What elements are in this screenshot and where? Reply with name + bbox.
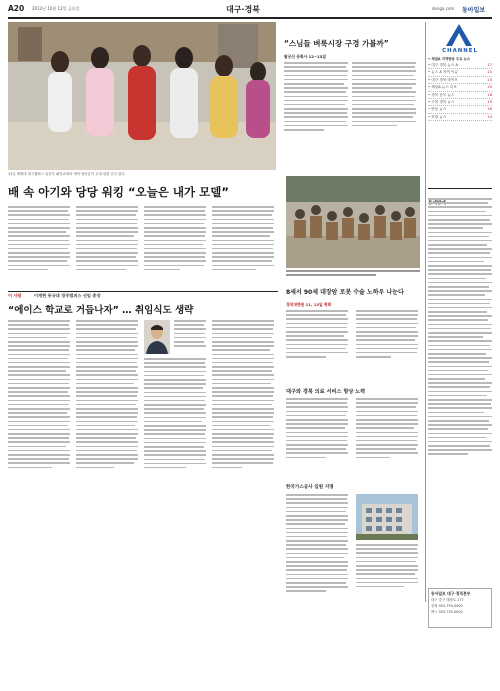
channel-box (428, 22, 492, 140)
channel-logo-icon (444, 22, 474, 48)
dongne-header (428, 188, 492, 197)
main-article-body (8, 206, 278, 286)
school-article-kicker: 이 사람 (8, 293, 22, 298)
contact-line: 대구 중구 태평로 277 (431, 598, 464, 602)
channel-item[interactable]: • 대구 경북 라이브 23 (428, 77, 492, 84)
hospital-article-sub: 경북대병원 11, 13일 학회 (286, 302, 332, 307)
channel-item[interactable]: • 대구 경북 뉴스 A 17 (428, 62, 492, 69)
channel-item[interactable]: • 뉴스 A 지역 이슈 21 (428, 69, 492, 76)
market-article-sub: 팔공산 동화사 12~15일 (284, 54, 327, 59)
school-article-kicker-bar (8, 291, 278, 300)
market-photo (286, 176, 420, 268)
channel-list (428, 62, 492, 121)
school-article-title: “에이스 학교로 거듭나자” … 취임식도 생략 (8, 305, 194, 316)
dongne-list (428, 198, 492, 598)
portrait-photo (144, 320, 170, 354)
site-url: donga.com (432, 6, 455, 11)
school-article-body (8, 320, 278, 520)
sidebar-divider (425, 22, 426, 602)
medical-article-title: 대구와 경북 의료 서비스 향상 노력 (286, 389, 366, 395)
contact-line: 전화 053-755-0000 (431, 604, 463, 608)
header-rule (8, 17, 492, 19)
fashion-show-photo (8, 22, 276, 170)
channel-item[interactable]: • 경북 동부 뉴스 18 (428, 92, 492, 99)
market-article-title: “스님들 벼룩시장 구경 가볼까” (284, 39, 389, 48)
medical-article-body (286, 398, 420, 478)
contact-box (428, 588, 492, 628)
channel-item[interactable]: • 채널A 뉴스 특보 25 (428, 84, 492, 91)
contact-line: 팩스 053-755-0000 (431, 610, 463, 614)
hospital-article-body (286, 310, 420, 380)
channel-subtitle: • 채널A 지역방송 주요 뉴스 (428, 57, 471, 61)
market-article-body-2 (352, 62, 416, 170)
gas-article-body (286, 494, 420, 594)
gas-article-sub: 한국가스공사 임원 지명 (286, 485, 334, 490)
page-number: A20 (8, 4, 25, 13)
school-article-kicker-detail: 이계현 동국대 경주캠퍼스 신임 총장 (34, 293, 101, 298)
market-photo-caption (286, 270, 420, 280)
channel-item[interactable]: • 안동 뉴스 16 (428, 106, 492, 113)
paper-name: 동아일보 (462, 7, 486, 14)
channel-item[interactable]: • 포항 뉴스 14 (428, 114, 492, 121)
market-article-body (284, 62, 348, 170)
page-header (8, 4, 492, 16)
main-headline: 배 속 아기와 당당 워킹 “오늘은 내가 모델” (8, 185, 229, 199)
channel-label: CHANNEL (442, 48, 478, 54)
contact-title: 동아일보 대구·경북본부 (431, 591, 471, 596)
building-photo (356, 494, 418, 540)
main-photo-caption: 11일 계명대 대구캠퍼스 임산부 패션쇼에서 예비 엄마들이 무대 위를 걷고 있다. (8, 172, 126, 176)
hospital-article-title: 8세서 90세 대장암 로봇 수술 노하우 나눈다 (286, 289, 404, 296)
date-line: 2012년 10월 12일 금요일 (32, 6, 80, 11)
channel-item[interactable]: • 구미 경북 뉴스 19 (428, 99, 492, 106)
section-title: 대구·경북 (226, 5, 260, 14)
